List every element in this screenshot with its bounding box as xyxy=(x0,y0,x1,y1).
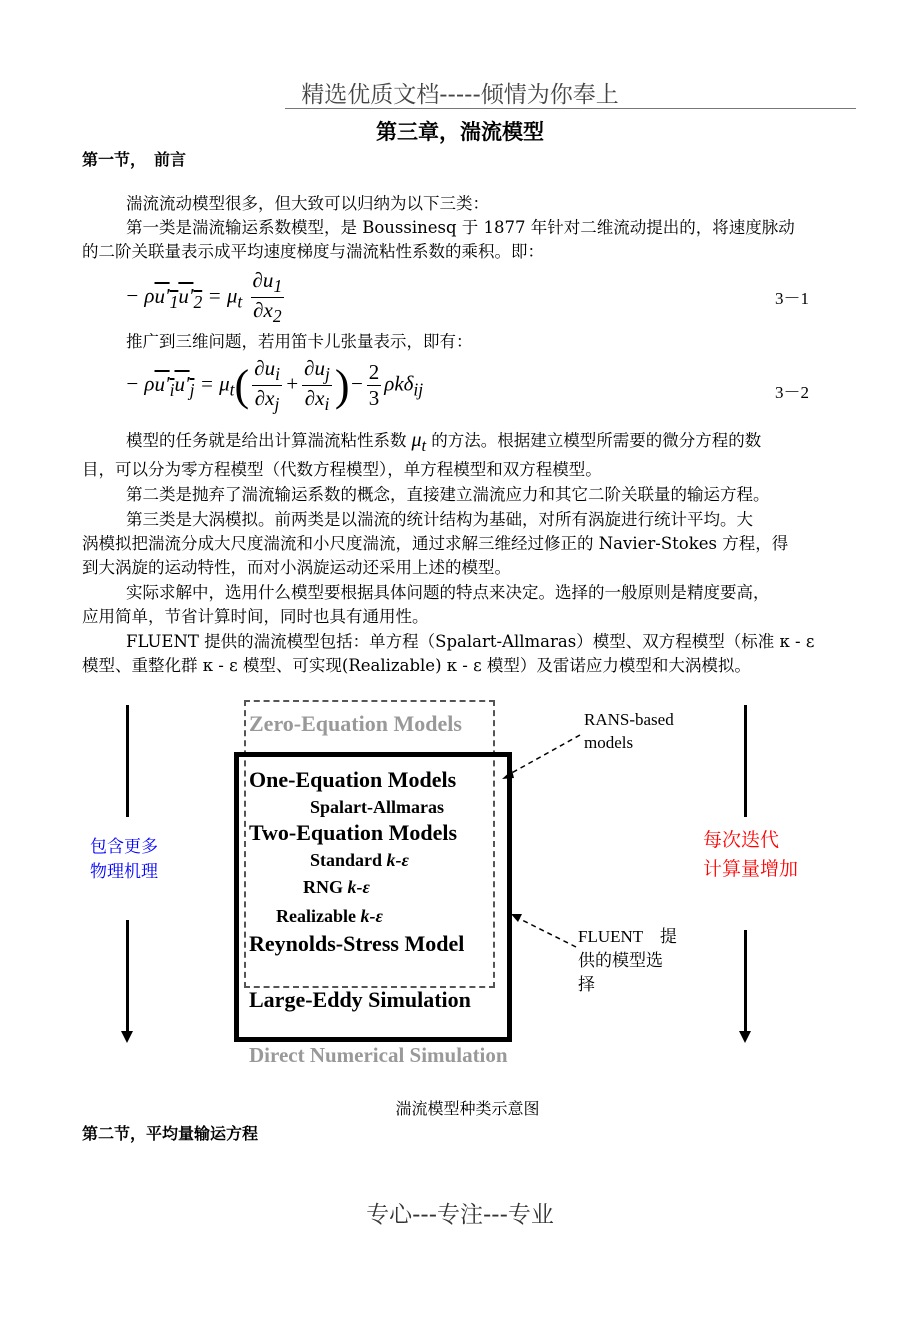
text: k-ε xyxy=(386,850,409,870)
rans-pointer-line xyxy=(508,735,580,775)
text: Standard xyxy=(310,850,387,870)
section-heading: 第一节， 前言 xyxy=(82,150,187,169)
fluent-pointer-line xyxy=(518,918,576,947)
text: 包含更多 xyxy=(90,837,158,857)
les-label: Large-Eddy Simulation xyxy=(249,987,471,1012)
two-equation-label: Two-Equation Models xyxy=(249,820,458,845)
zero-equation-label: Zero-Equation Models xyxy=(249,711,462,736)
text: models xyxy=(584,733,634,752)
dns-label: Direct Numerical Simulation xyxy=(249,1043,508,1067)
arrow-head-icon xyxy=(502,770,514,779)
paragraph: 实际求解中，选用什么模型要根据具体问题的特点来决定。选择的一般原则是精度要高， xyxy=(126,583,770,602)
paragraph: 涡模拟把湍流分成大尺度湍流和小尺度湍流，通过求解三维经过修正的 Navier-Stokes 方程，得 xyxy=(82,534,789,553)
arrow-head-icon xyxy=(511,914,522,922)
page-footer: 专心---专注---专业 xyxy=(366,1202,554,1228)
paragraph: 第一类是湍流输运系数模型，是 Boussinesq 于 1877 年针对二维流动提出的，将速度脉动 xyxy=(126,218,795,237)
text: FLUENT 提 xyxy=(578,927,677,946)
paragraph: 目，可以分为零方程模型（代数方程模型），单方程模型和双方程模型。 xyxy=(82,460,602,479)
text: 择 xyxy=(578,975,595,994)
equation-number: 3－2 xyxy=(775,383,809,402)
text: k-ε xyxy=(347,877,370,897)
text: 每次迭代 xyxy=(703,829,780,851)
text: RANS-based xyxy=(584,710,674,729)
diagram-caption: 湍流模型种类示意图 xyxy=(395,1099,540,1118)
text: 物理机理 xyxy=(90,862,158,882)
text: RNG xyxy=(303,877,348,897)
paragraph: 模型的任务就是给出计算湍流粘性系数 $\mu_t$ 的方法。根据建立模型所需要的微分方程的数 xyxy=(126,429,762,455)
spalart-allmaras-label: Spalart-Allmaras xyxy=(310,797,444,817)
text: 供的模型选 xyxy=(578,951,663,970)
chapter-title: 第三章，湍流模型 xyxy=(376,120,544,144)
text: k-ε xyxy=(360,906,383,926)
page-header: 精选优质文档-----倾情为你奉上 xyxy=(301,82,619,108)
paragraph: FLUENT 提供的湍流模型包括：单方程（Spalart-Allmaras）模型、双方程模型（标准 κ - ε xyxy=(126,632,815,651)
paragraph: 应用简单，节省计算时间，同时也具有通用性。 xyxy=(82,607,429,626)
equation-3-1: − $\rho u'_1u'_2 = \mu_t$ $\frac{\partial u_1}{\partial x_2}$ xyxy=(125,268,283,327)
paragraph: 的二阶关联量表示成平均速度梯度与湍流粘性系数的乘积。即： xyxy=(82,242,544,261)
text: Realizable xyxy=(276,906,361,926)
text: 模型的任务就是给出计算湍流粘性系数 xyxy=(126,431,407,450)
paragraph: 第三类是大涡模拟。前两类是以湍流的统计结构为基础，对所有涡旋进行统计平均。大 xyxy=(126,510,753,529)
paragraph: 湍流流动模型很多，但大致可以归纳为以下三类： xyxy=(126,194,489,213)
equation-3-2: − $\rho u'_iu'_j = \mu_t$( $\frac{\partial u_i}{\partial x_j}$ + $\frac{\partial u_j}{\partial x_i}$ )− $\frac{2}{3}$ ρkδ$_{ij}$ xyxy=(125,356,424,415)
paragraph: 推广到三维问题，若用笛卡儿张量表示，即有： xyxy=(126,332,473,351)
equation-number: 3－1 xyxy=(775,289,809,308)
reynolds-stress-label: Reynolds-Stress Model xyxy=(249,931,465,956)
text: 的方法。根据建立模型所需要的微分方程的数 xyxy=(431,431,762,450)
section-heading: 第二节，平均量输运方程 xyxy=(82,1124,259,1143)
text: 计算量增加 xyxy=(703,858,799,880)
paragraph: 模型、重整化群 κ - ε 模型、可实现(Realizable) κ - ε 模型）及雷诺应力模型和大涡模拟。 xyxy=(82,656,751,675)
paragraph: 到大涡旋的运动特性，而对小涡旋运动还采用上述的模型。 xyxy=(82,558,511,577)
paragraph: 第二类是抛弃了湍流输运系数的概念，直接建立湍流应力和其它二阶关联量的输运方程。 xyxy=(126,485,770,504)
one-equation-label: One-Equation Models xyxy=(249,767,457,792)
